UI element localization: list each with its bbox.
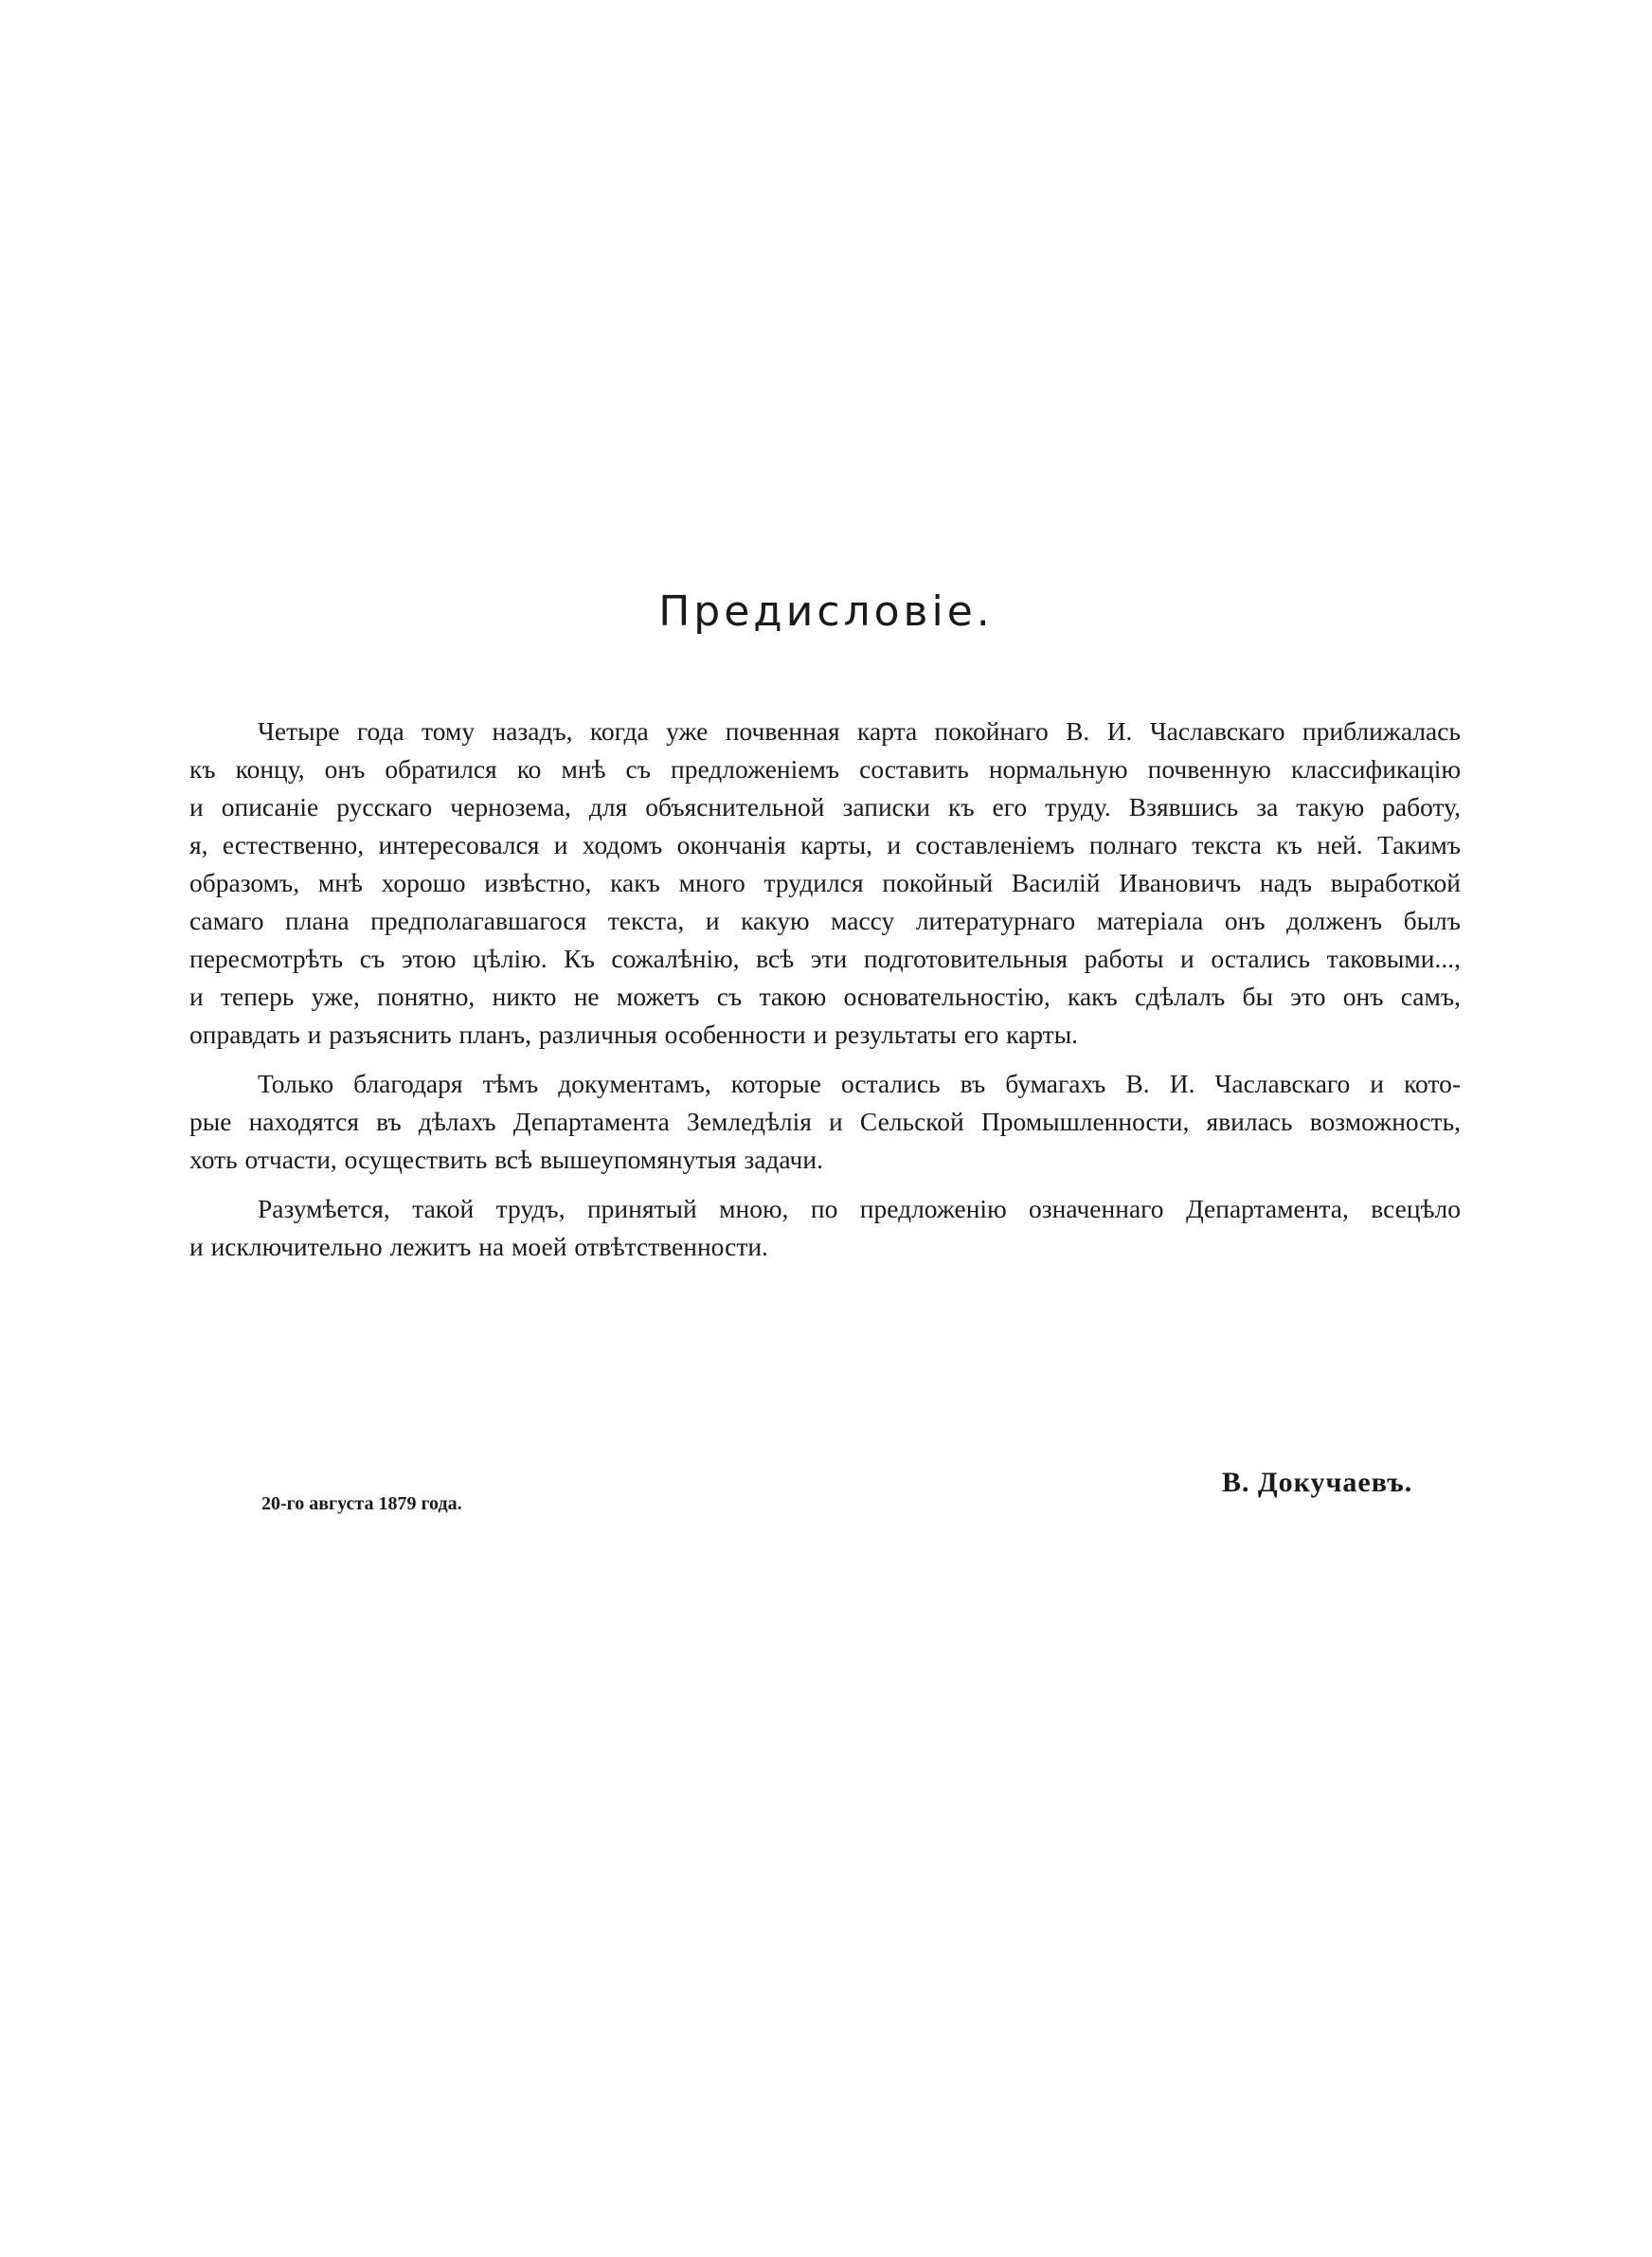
- text-line: пересмотрѣть съ этою цѣлію. Къ сожалѣнію, всѣ эти подготовительныя работы и остались таковыми...,: [189, 944, 1461, 973]
- text-line: Разумѣется, такой трудъ, принятый мною, по предложенію означеннаго Департамента, всецѣло: [258, 1194, 1461, 1223]
- text-line: образомъ, мнѣ хорошо извѣстно, какъ много трудился покойный Василій Ивановичъ надъ выработкой: [189, 868, 1461, 897]
- text-line: хоть отчасти, осуществить всѣ вышеупомянутыя задачи.: [189, 1145, 823, 1174]
- paragraph-1: [189, 713, 1461, 1054]
- text-line: и исключительно лежитъ на моей отвѣтственности.: [189, 1232, 768, 1261]
- text-line: Только благодаря тѣмъ документамъ, которые остались въ бумагахъ В. И. Чаславскаго и кото-: [258, 1069, 1461, 1098]
- text-line: самаго плана предполагавшагося текста, и какую массу литературнаго матеріала онъ долженъ былъ: [189, 906, 1461, 935]
- date: 20-го августа 1879 года.: [261, 1493, 462, 1514]
- preface-body: [189, 713, 1461, 1266]
- text-line: Четыре года тому назадъ, когда уже почвенная карта покойнаго В. И. Чаславскаго приближалась: [258, 716, 1461, 746]
- paragraph-2: [189, 1065, 1461, 1179]
- text-line: и описаніе русскаго чернозема, для объяснительной записки къ его труду. Взявшись за такую работу,: [189, 792, 1461, 822]
- text-line: къ концу, онъ обратился ко мнѣ съ предложеніемъ составить нормальную почвенную классификацію: [189, 754, 1461, 784]
- text-line: рые находятся въ дѣлахъ Департамента Земледѣлія и Сельской Промышленности, явилась возможность,: [189, 1107, 1461, 1136]
- text-line: и теперь уже, понятно, никто не можетъ съ такою основательностію, какъ сдѣлалъ бы это онъ самъ,: [189, 982, 1461, 1011]
- page-title: Предисловіе.: [658, 587, 994, 636]
- text-line: оправдать и разъяснить планъ, различныя особенности и результаты его карты.: [189, 1020, 1079, 1049]
- signature: В. Докучаевъ.: [1222, 1467, 1413, 1498]
- paragraph-3: [189, 1190, 1461, 1266]
- text-line: я, естественно, интересовался и ходомъ окончанія карты, и составленіемъ полнаго текста къ ней. Такимъ: [189, 830, 1461, 859]
